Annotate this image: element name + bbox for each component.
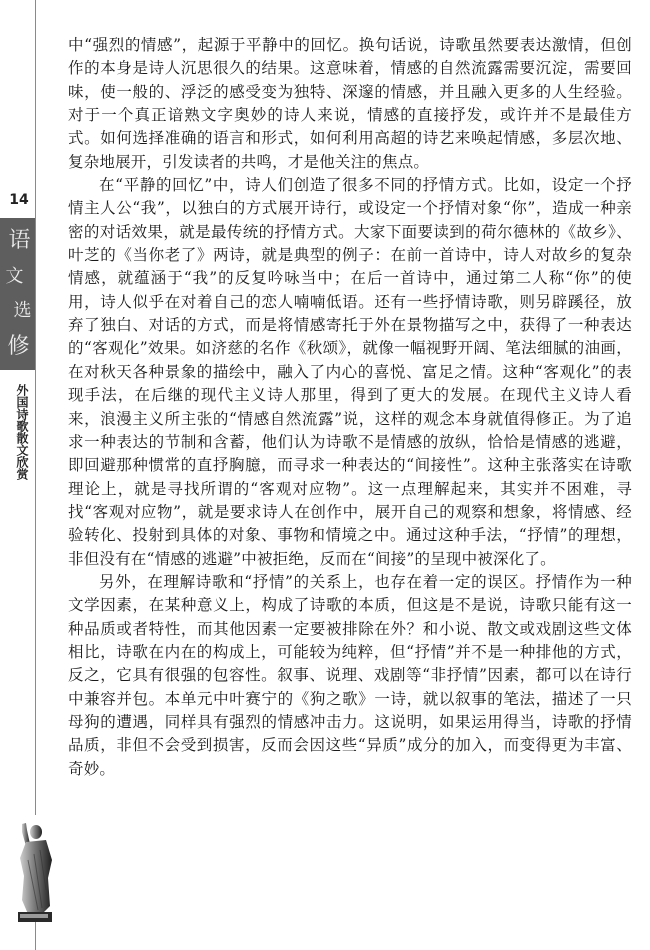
paragraph-2: 在“平静的回忆”中，诗人们创造了很多不同的抒情方式。比如，设定一个抒情主人公“我”，以独白的方式展开诗行，或设定一个抒情对象“你”，造成一种亲密的对话效果，就是最传统的抒情方式。大家下面要读到的荷尔德林的《故乡》、叶芝的《当你老了》两诗，就是典型的例子：在前一首诗中，诗人对故乡的复杂情感，就蕴涵于“我”的反复吟咏当中；在后一首诗中，通过第二人称“你”的使用，诗人似乎在对着自己的恋人喃喃低语。还有一些抒情诗歌，则另辟蹊径，放弃了独白、对话的方式，而是将情感寄托于外在景物描写之中，获得了一种表达的“客观化”效果。如济慈的名作《秋颂》，就像一幅视野开阔、笔法细腻的油画，在对秋天各种景象的描绘中，融入了内心的喜悦、富足之情。这种“客观化”的表现手法，在后继的现代主义诗人那里，得到了更大的发展。在现代主义诗人看来，浪漫主义所主张的“情感自然流露”说，这样的观念本身就值得修正。为了追求一种表达的节制和含蓄，他们认为诗歌不是情感的放纵，恰恰是情感的逃避，即回避那种惯常的直抒胸臆，而寻求一种表达的“间接性”。这种主张落实在诗歌理论上，就是寻找所谓的“客观对应物”。这一点理解起来，其实并不困难，寻找“客观对应物”，就是要求诗人在创作中，展开自己的观察和想象，将情感、经验转化、投射到具体的对象、事物和情境之中。通过这种手法，“抒情”的理想，非但没有在“情感的逃避”中被拒绝，反而在“间接”的呈现中被深化了。 (68, 176, 632, 568)
series-title-char: 修 (7, 334, 30, 359)
margin-rule (35, 0, 36, 950)
series-title-char: 文 (5, 266, 24, 287)
book-title: 外国诗歌散文欣赏 (15, 384, 29, 480)
series-title-band (0, 218, 35, 370)
body-text (68, 34, 632, 781)
series-title-char: 选 (13, 300, 32, 321)
paragraph-3: 另外，在理解诗歌和“抒情”的关系上，也存在着一定的误区。抒情作为一种文学因素，在某种意义上，构成了诗歌的本质，但这是不是说，诗歌只能有这一种品质或者特性，而其他因素一定要被排除在外？和小说、散文或戏剧这些文体相比，诗歌在内在的构成上，可能较为纯粹，但“抒情”并不是一种排他的方式，反之，它具有很强的包容性。叙事、说理、戏剧等“非抒情”因素，都可以在诗行中兼容并包。本单元中叶赛宁的《狗之歌》一诗，就以叙事的笔法，描述了一只母狗的遭遇，同样具有强烈的情感冲击力。这说明，如果运用得当，诗歌的抒情品质，非但不会受到损害，反而会因这些“异质”成分的加入，而变得更为丰富、奇妙。 (68, 572, 632, 778)
classical-statue-icon (8, 820, 56, 930)
page-number: 14 (9, 192, 29, 208)
series-title-char: 语 (8, 228, 31, 253)
paragraph-1: 中“强烈的情感”，起源于平静中的回忆。换句话说，诗歌虽然要表达激情，但创作的本身是诗人沉思很久的结果。这意味着，情感的自然流露需要沉淀，需要回味，使一般的、浮泛的感受变为独特、深邃的情感，并且融入更多的人生经验。对于一个真正谙熟文字奥妙的诗人来说，情感的直接抒发，或许并不是最佳方式。如何选择准确的语言和形式，如何利用高超的诗艺来唤起情感，多层次地、复杂地展开，引发读者的共鸣，才是他关注的焦点。 (68, 36, 632, 171)
